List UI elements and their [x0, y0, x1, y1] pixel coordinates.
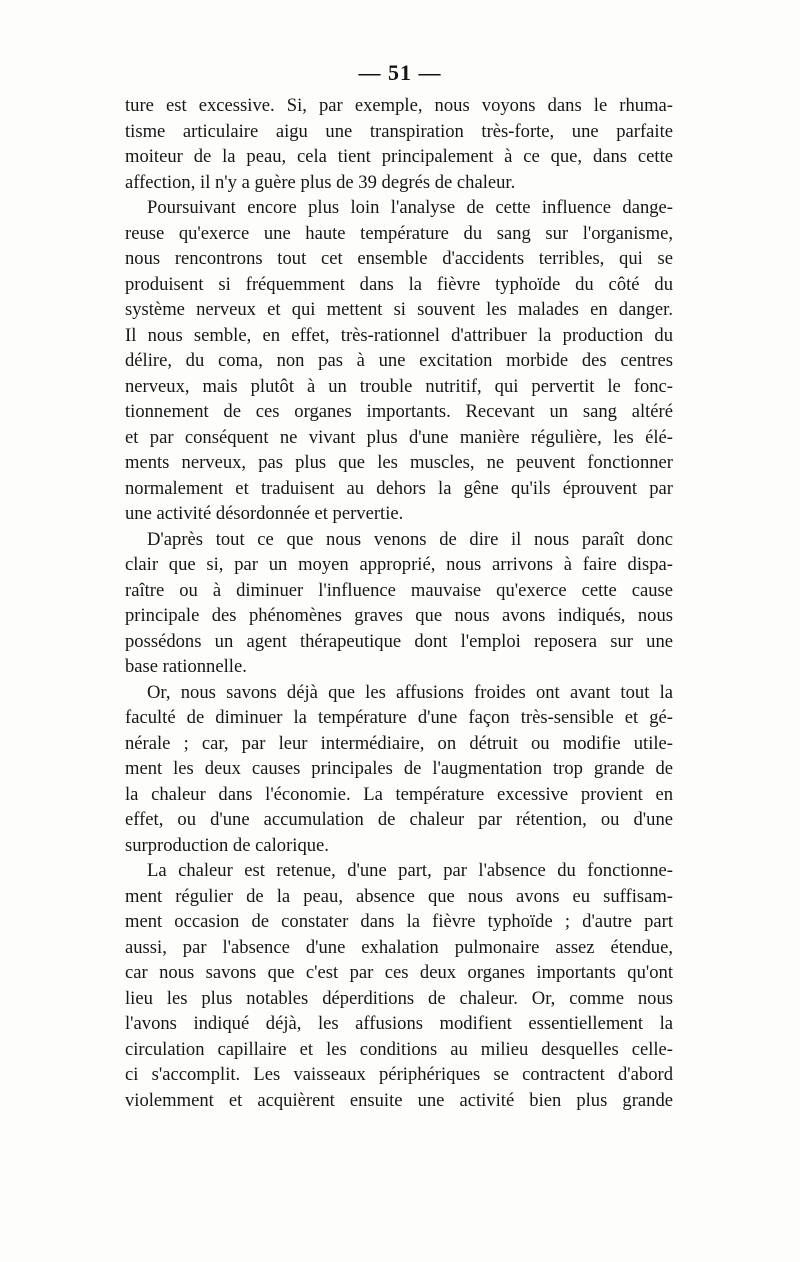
text-line: effet, ou d'une accumulation de chaleur par rétention, ou d'une [125, 809, 673, 830]
text-line: système nerveux et qui mettent si souvent les malades en danger. [125, 299, 673, 320]
text-line: base rationnelle. [125, 656, 247, 677]
text-line: aussi, par l'absence d'une exhalation pulmonaire assez étendue, [125, 936, 673, 958]
text-line: Poursuivant encore plus loin l'analyse de cette influence dange- [147, 197, 673, 218]
text-line: ci s'accomplit. Les vaisseaux périphériques se contractent d'abord [125, 1064, 673, 1085]
text-line: possédons un agent thérapeutique dont l'emploi reposera sur une [125, 630, 673, 652]
text-line: nérale ; car, par leur intermédiaire, on détruit ou modifie utile- [125, 732, 673, 754]
text-line: reuse qu'exerce une haute température du sang sur l'organisme, [125, 222, 673, 244]
text-line: tionnement de ces organes importants. Recevant un sang altéré [125, 401, 673, 422]
text-line: normalement et traduisent au dehors la gêne qu'ils éprouvent par [125, 477, 673, 499]
text-line: lieu les plus notables déperditions de chaleur. Or, comme nous [125, 987, 673, 1009]
page-number: — 51 — [358, 60, 442, 85]
text-line: circulation capillaire et les conditions au milieu desquelles celle- [125, 1038, 673, 1060]
body-text [125, 93, 673, 1113]
text-line: clair que si, par un moyen approprié, nous arrivons à faire dispa- [125, 554, 673, 575]
text-line: ments nerveux, pas plus que les muscles, ne peuvent fonctionner [125, 452, 673, 473]
text-line: moiteur de la peau, cela tient principalement à ce que, dans cette [125, 146, 673, 167]
text-line: raître ou à diminuer l'influence mauvaise qu'exerce cette cause [125, 579, 673, 601]
text-line: et par conséquent ne vivant plus d'une manière régulière, les élé- [125, 426, 673, 448]
text-line: Or, nous savons déjà que les affusions froides ont avant tout la [147, 681, 673, 703]
text-line: faculté de diminuer la température d'une façon très-sensible et gé- [125, 707, 673, 728]
text-line: affection, il n'y a guère plus de 39 degrés de chaleur. [125, 171, 516, 193]
text-line: nerveux, mais plutôt à un trouble nutritif, qui pervertit le fonc- [125, 375, 673, 397]
text-line: nous rencontrons tout cet ensemble d'accidents terribles, qui se [125, 248, 673, 269]
text-line: la chaleur dans l'économie. La température excessive provient en [125, 783, 673, 805]
text-line: produisent si fréquemment dans la fièvre typhoïde du côté du [125, 273, 673, 295]
text-line: La chaleur est retenue, d'une part, par l'absence du fonctionne- [147, 860, 673, 881]
text-line: surproduction de calorique. [125, 834, 329, 856]
text-line: car nous savons que c'est par ces deux organes importants qu'ont [125, 962, 673, 983]
text-line: principale des phénomènes graves que nous avons indiqués, nous [125, 605, 673, 626]
text-line: délire, du coma, non pas à une excitation morbide des centres [125, 350, 673, 371]
text-line: tisme articulaire aigu une transpiration très-forte, une parfaite [125, 120, 673, 142]
text-line: une activité désordonnée et pervertie. [125, 503, 404, 524]
text-line: Il nous semble, en effet, très-rationnel d'attribuer la production du [125, 324, 673, 346]
text-line: ture est excessive. Si, par exemple, nous voyons dans le rhuma- [125, 95, 673, 116]
text-line: D'après tout ce que nous venons de dire il nous paraît donc [147, 528, 673, 550]
text-line: ment occasion de constater dans la fièvre typhoïde ; d'autre part [125, 911, 673, 932]
text-line: violemment et acquièrent ensuite une activité bien plus grande [125, 1089, 673, 1111]
text-line: ment régulier de la peau, absence que nous avons eu suffisam- [125, 885, 673, 907]
text-line: l'avons indiqué déjà, les affusions modifient essentiellement la [125, 1013, 673, 1034]
text-line: ment les deux causes principales de l'augmentation trop grande de [125, 758, 673, 779]
